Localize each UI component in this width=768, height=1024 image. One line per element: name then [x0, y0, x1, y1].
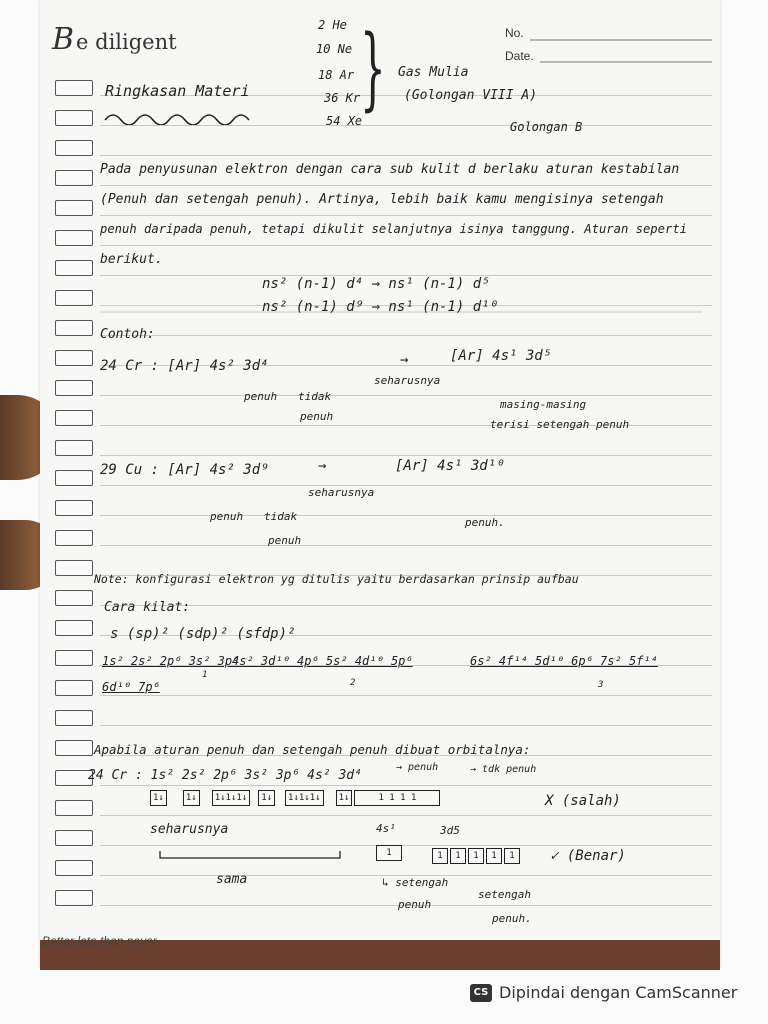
sama-label: sama	[216, 872, 248, 887]
benar-label: ✓ (Benar)	[550, 848, 626, 864]
orbital-intro: Apabila aturan penuh dan setengah penuh dibuat orbitalnya:	[94, 742, 531, 757]
cr-seharusnya: seharusnya	[374, 374, 441, 387]
margin-box	[55, 890, 93, 906]
margin-box	[55, 320, 93, 336]
margin-box	[55, 560, 93, 576]
camscanner-watermark	[470, 983, 737, 1002]
cr-config: 24 Cr : [Ar] 4s² 3d⁴	[100, 358, 269, 374]
noble-gas-he: 2 He	[318, 18, 347, 32]
orbital-box: 1	[468, 848, 484, 864]
gas-mulia-label: Gas Mulia	[398, 65, 469, 80]
orbital-box: 1	[486, 848, 502, 864]
d5-label: 3d5	[440, 824, 460, 837]
orbital-box: 1↓1↓1↓	[285, 790, 324, 806]
margin-box	[55, 200, 93, 216]
aufbau-seq1: 1s² 2s² 2p⁶ 3s² 3p⁶	[102, 654, 240, 668]
orbital-box: 1↓1↓1↓	[212, 790, 251, 806]
margin-box	[55, 470, 93, 486]
setengah-label: ↳ setengah	[382, 876, 449, 889]
margin-box	[55, 80, 93, 96]
cu-seharusnya: seharusnya	[308, 486, 375, 499]
no-label: No.	[505, 26, 524, 40]
margin-box	[55, 800, 93, 816]
group-viii-a: (Golongan VIII A)	[404, 88, 538, 103]
s4-label: 4s¹	[376, 822, 396, 835]
correct-4s	[376, 845, 404, 861]
aufbau-seq2: 4s² 3d¹⁰ 4p⁶ 5s² 4d¹⁰ 5p⁶	[232, 654, 413, 668]
orbital-cr: 24 Cr : 1s² 2s² 2p⁶ 3s² 3p⁶ 4s² 3d⁴	[88, 768, 362, 783]
cu-result: penuh.	[465, 516, 505, 529]
margin-box	[55, 710, 93, 726]
margin-box	[55, 530, 93, 546]
paragraph-line: (Penuh dan setengah penuh). Artinya, lebih baik kamu mengisinya setengah	[100, 192, 664, 207]
margin-box	[55, 350, 93, 366]
noble-gas-ar: 18 Ar	[318, 68, 355, 82]
orbital-box: 1↓	[336, 790, 353, 806]
cr-note1: masing-masing	[500, 398, 587, 411]
orbital-box: 1	[504, 848, 520, 864]
margin-box	[55, 140, 93, 156]
penuh-arrow: → penuh	[396, 762, 439, 773]
margin-box	[55, 620, 93, 636]
rule-d4: ns² (n-1) d⁴ → ns¹ (n-1) d⁵	[262, 276, 490, 292]
margin-box	[55, 170, 93, 186]
orbital-box: 1	[432, 848, 448, 864]
margin-box	[55, 290, 93, 306]
orbital-box: 1↓	[258, 790, 275, 806]
correct-3d	[432, 848, 522, 864]
margin-box	[55, 650, 93, 666]
cr-tidak: tidak	[298, 390, 332, 403]
margin-box	[55, 860, 93, 876]
margin-box	[55, 500, 93, 516]
penuh-label: penuh.	[492, 912, 532, 925]
mark-3: 3	[598, 680, 604, 690]
noble-gas-kr: 36 Kr	[324, 91, 361, 105]
cr-arrow: →	[400, 352, 409, 368]
salah-label: X (salah)	[545, 793, 621, 809]
margin-box	[55, 110, 93, 126]
tdk-penuh: → tdk penuh	[470, 764, 537, 775]
margin-box	[55, 830, 93, 846]
paragraph-line: berikut.	[100, 252, 163, 267]
aufbau-seq3: 6s² 4f¹⁴ 5d¹⁰ 6p⁶ 7s² 5f¹⁴	[470, 654, 658, 668]
mark-2: 2	[350, 678, 356, 688]
orbital-box: 1	[450, 848, 466, 864]
mark-1: 1	[202, 670, 208, 680]
notebook-footer: Better late than never	[42, 934, 157, 948]
aufbau-seq4: 6d¹⁰ 7p⁶	[102, 680, 160, 694]
cu-arrow: →	[318, 458, 327, 474]
noble-gas-ne: 10 Ne	[316, 42, 353, 56]
note-line: Note: konfigurasi elektron yg ditulis yaitu berdasarkan prinsip aufbau	[94, 572, 579, 586]
margin-box	[55, 440, 93, 456]
camscanner-icon: CS	[470, 984, 492, 1002]
date-label: Date.	[505, 49, 534, 63]
orbital-box: 1 1 1 1	[354, 790, 440, 806]
noble-gas-xe: 54 Xe	[326, 114, 363, 128]
cr-penuh2: penuh	[300, 410, 334, 423]
cu-penuh2: penuh	[268, 534, 302, 547]
setengah-label: setengah	[478, 888, 531, 901]
margin-box	[55, 260, 93, 276]
cr-penuh: penuh	[244, 390, 278, 403]
cu-correct: [Ar] 4s¹ 3d¹⁰	[395, 458, 505, 474]
cu-tidak: tidak	[264, 510, 298, 523]
contoh-label: Contoh:	[100, 327, 155, 342]
margin-box	[55, 590, 93, 606]
cu-penuh: penuh	[210, 510, 244, 523]
page-title: Ringkasan Materi	[105, 82, 250, 100]
paragraph-line: Pada penyusunan elektron dengan cara sub kulit d berlaku aturan kestabilan	[100, 162, 680, 177]
penuh-label: penuh	[398, 898, 432, 911]
seharusnya-label: seharusnya	[150, 822, 229, 837]
margin-box	[55, 680, 93, 696]
cara-formula: s (sp)² (sdp)² (sfdp)²	[110, 626, 296, 642]
margin-box	[55, 410, 93, 426]
rule-d9: ns² (n-1) d⁹ → ns¹ (n-1) d¹⁰	[262, 299, 499, 315]
cu-config: 29 Cu : [Ar] 4s² 3d⁹	[100, 462, 269, 478]
cr-correct: [Ar] 4s¹ 3d⁵	[450, 348, 552, 364]
brace-glyph: }	[360, 16, 386, 121]
orbital-box: 1↓	[183, 790, 200, 806]
margin-box	[55, 230, 93, 246]
brand-logo: Be diligent	[52, 22, 177, 57]
golongan-b-label: Golongan B	[510, 120, 583, 134]
paragraph-line: penuh daripada penuh, tetapi dikulit selanjutnya isinya tanggung. Aturan seperti	[100, 222, 687, 236]
cara-kilat: Cara kilat:	[104, 600, 191, 615]
orbital-box: 1↓	[150, 790, 167, 806]
margin-box	[55, 380, 93, 396]
wrong-orbital-row	[150, 790, 442, 806]
camscanner-label: Dipindai dengan CamScanner	[499, 983, 738, 1002]
margin-box	[55, 740, 93, 756]
cr-note2: terisi setengah penuh	[490, 418, 630, 431]
orbital-box: 1	[376, 845, 402, 861]
